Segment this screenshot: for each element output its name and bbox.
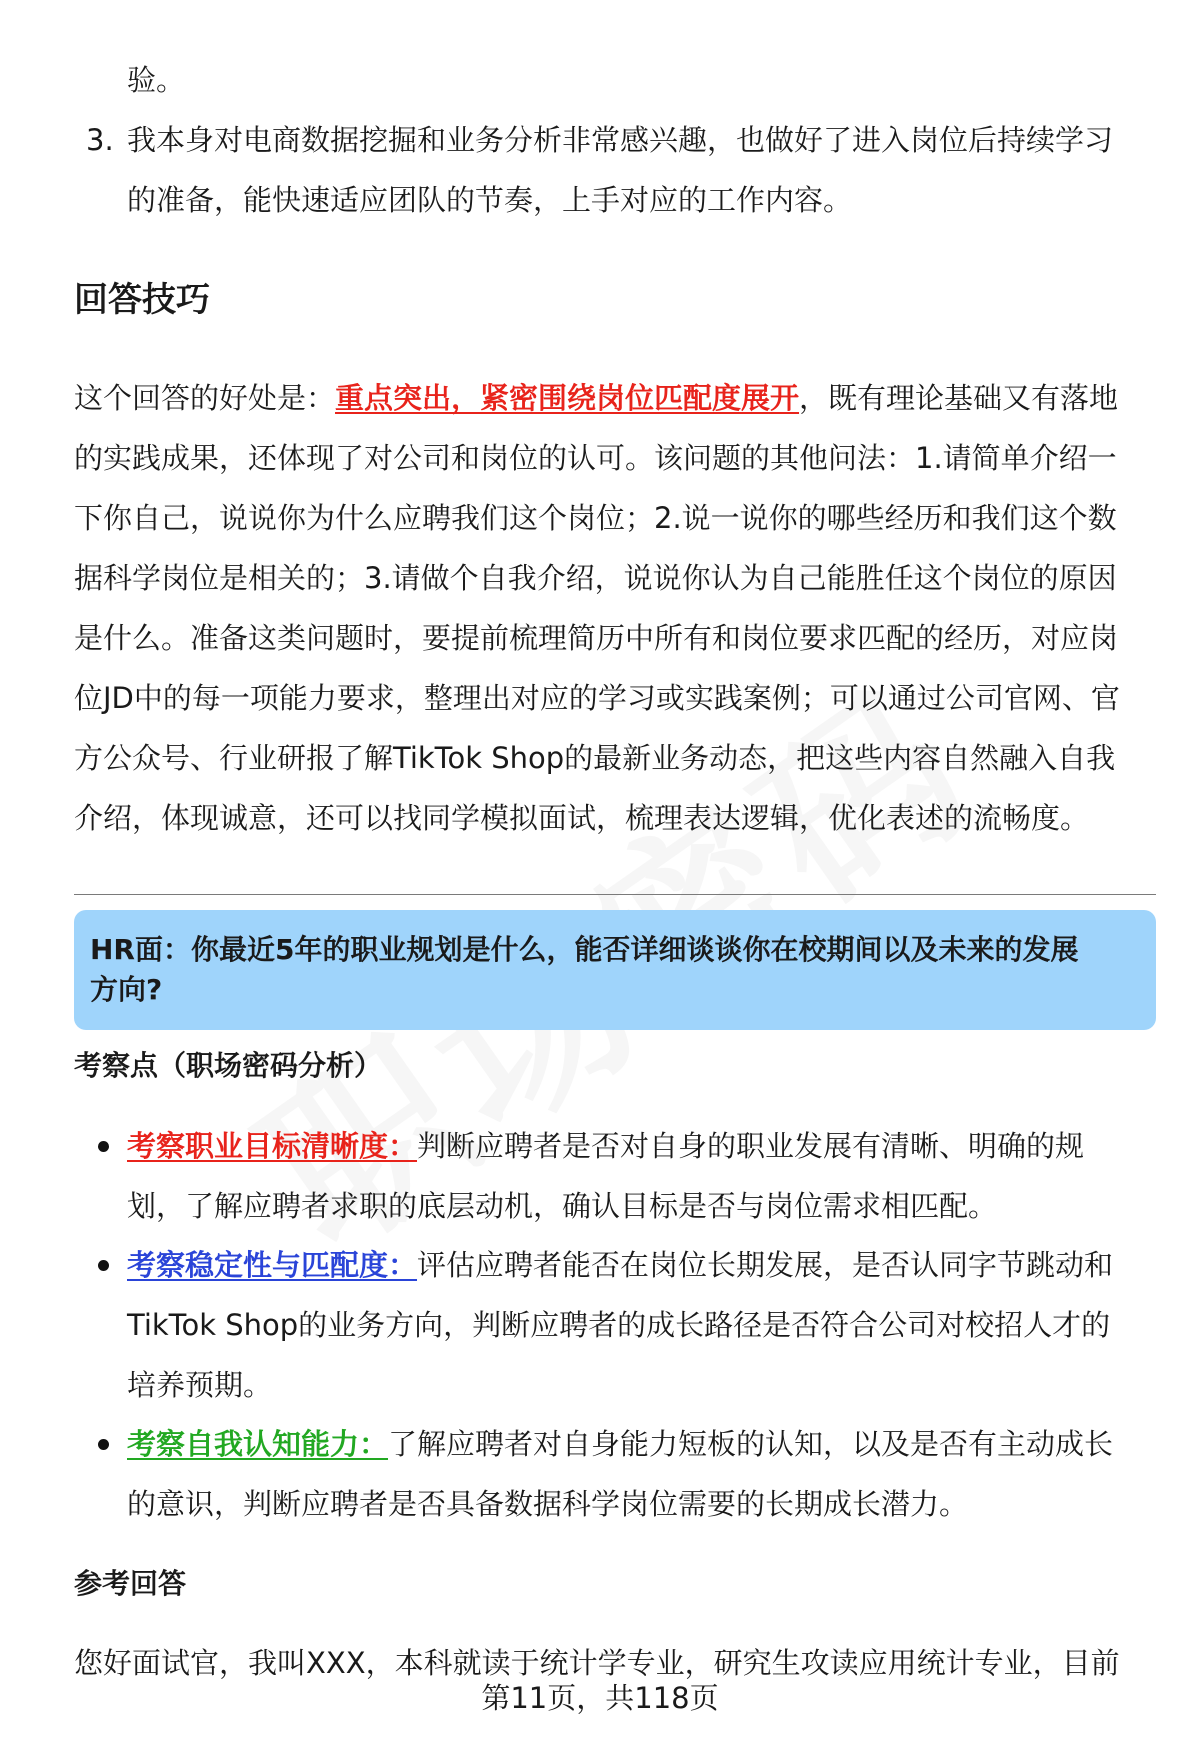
exam-bullet-2-text: 评估应聘者能否在岗位长期发展，是否认同字节跳动和 <box>417 1248 1114 1282</box>
list-item-3-line-1: 我本身对电商数据挖掘和业务分析非常感兴趣，也做好了进入岗位后持续学习 <box>127 123 1114 157</box>
page-number: 第11页，共118页 <box>481 1681 719 1715</box>
exam-bullet-1-line-1 <box>127 1126 1084 1166</box>
list-item-3-line-2: 的准备，能快速适应团队的节奏，上手对应的工作内容。 <box>127 183 853 217</box>
list-item-3-number: 3. <box>86 123 114 157</box>
section-heading-reference: 参考回答 <box>74 1567 187 1600</box>
section-heading-tips: 回答技巧 <box>74 280 210 320</box>
list-item-2-continuation: 验。 <box>127 63 186 97</box>
exam-bullet-3-text: 了解应聘者对自身能力短板的认知，以及是否有主动成长 <box>388 1427 1114 1461</box>
exam-bullet-1-text: 判断应聘者是否对自身的职业发展有清晰、明确的规 <box>417 1129 1085 1163</box>
exam-bullet-2-line-3: 培养预期。 <box>127 1368 273 1402</box>
bullet-dot <box>98 1260 109 1271</box>
tips-paragraph-line-2: 的实践成果，还体现了对公司和岗位的认可。该问题的其他问法：1.请简单介绍一 <box>74 441 1117 475</box>
tips-paragraph-line-6: 位JD中的每一项能力要求，整理出对应的学习或实践案例；可以通过公司官网、官 <box>74 681 1120 715</box>
tips-prefix: 这个回答的好处是： <box>74 381 336 415</box>
exam-bullet-2-label: 考察稳定性与匹配度： <box>127 1248 418 1282</box>
tips-line-1-rest: ，既有理论基础又有落地 <box>799 381 1119 415</box>
exam-bullet-2-line-1 <box>127 1245 1113 1285</box>
question-box <box>74 910 1156 1030</box>
exam-bullet-1-label: 考察职业目标清晰度： <box>127 1129 418 1163</box>
exam-bullet-3-line-1 <box>127 1424 1113 1464</box>
tips-paragraph-line-4: 据科学岗位是相关的；3.请做个自我介绍，说说你认为自己能胜任这个岗位的原因 <box>74 561 1117 595</box>
section-divider <box>74 894 1156 895</box>
exam-bullet-3-line-2: 的意识，判断应聘者是否具备数据科学岗位需要的长期成长潜力。 <box>127 1487 969 1521</box>
exam-bullet-1-line-2: 划，了解应聘者求职的底层动机，确认目标是否与岗位需求相匹配。 <box>127 1189 998 1223</box>
question-line-1: HR面：你最近5年的职业规划是什么，能否详细谈谈你在校期间以及未来的发展 <box>90 933 1079 966</box>
exam-bullet-2-line-2: TikTok Shop的业务方向，判断应聘者的成长路径是否符合公司对校招人才的 <box>127 1308 1111 1342</box>
tips-paragraph-line-7: 方公众号、行业研报了解TikTok Shop的最新业务动态，把这些内容自然融入自我 <box>74 741 1116 775</box>
bullet-dot <box>98 1141 109 1152</box>
tips-paragraph-line-8: 介绍，体现诚意，还可以找同学模拟面试，梳理表达逻辑，优化表述的流畅度。 <box>74 801 1090 835</box>
bullet-dot <box>98 1439 109 1450</box>
reference-line-1: 您好面试官，我叫XXX，本科就读于统计学专业，研究生攻读应用统计专业，目前 <box>74 1646 1120 1680</box>
tips-paragraph-line-3: 下你自己，说说你为什么应聘我们这个岗位；2.说一说你的哪些经历和我们这个数 <box>74 501 1117 535</box>
tips-paragraph-line-5: 是什么。准备这类问题时，要提前梳理简历中所有和岗位要求匹配的经历，对应岗 <box>74 621 1119 655</box>
exam-bullet-3-label: 考察自我认知能力： <box>127 1427 389 1461</box>
tips-highlight: 重点突出，紧密围绕岗位匹配度展开 <box>335 381 800 415</box>
tips-paragraph-line-1 <box>74 378 1118 418</box>
section-heading-exam-points: 考察点（职场密码分析） <box>74 1049 383 1082</box>
question-line-2: 方向? <box>90 973 163 1006</box>
